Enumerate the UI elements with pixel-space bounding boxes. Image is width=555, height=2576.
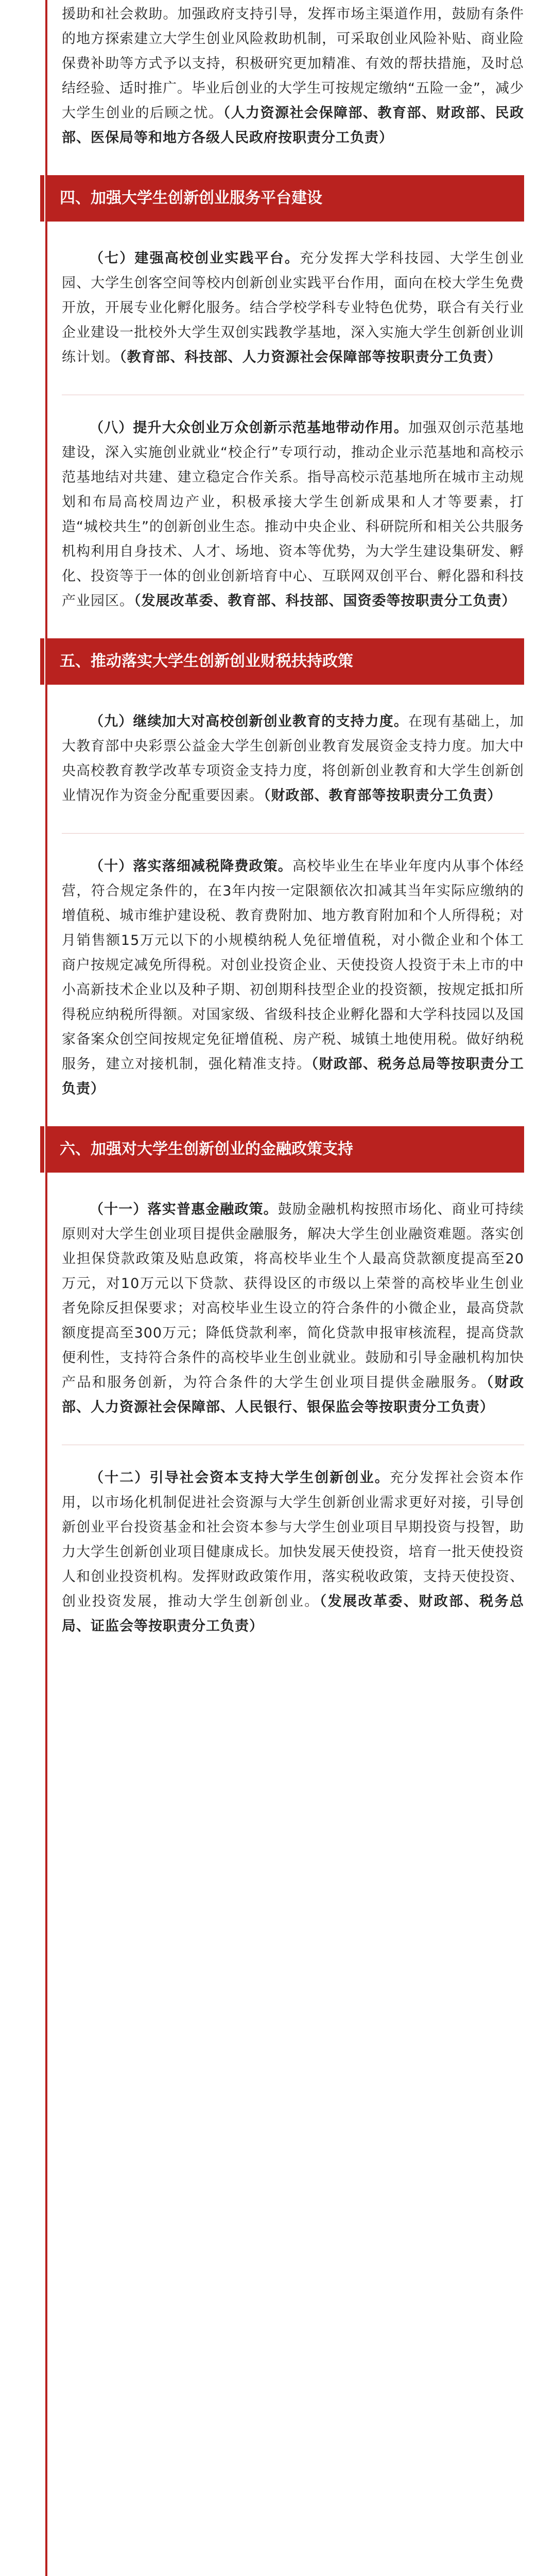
article-content bbox=[62, 0, 524, 1664]
paragraph-10-lead: （十）落实落细减税降费政策。 bbox=[90, 858, 292, 874]
paragraph-9 bbox=[62, 709, 524, 808]
intro-paragraph bbox=[62, 2, 524, 150]
paragraph-7-lead: （七）建强高校创业实践平台。 bbox=[90, 250, 300, 266]
section-heading-6: 六、加强对大学生创新创业的金融政策支持 bbox=[45, 1126, 524, 1173]
paragraph-7-dept: （教育部、科技部、人力资源社会保障部等按职责分工负责） bbox=[119, 349, 502, 365]
paragraph-10-dept: （财政部、税务总局等按职责分工负责） bbox=[62, 1056, 524, 1097]
section-heading-4: 四、加强大学生创新创业服务平台建设 bbox=[45, 175, 524, 222]
paragraph-12 bbox=[62, 1466, 524, 1639]
paragraph-11-body: 鼓励金融机构按照市场化、商业可持续原则对大学生创业项目提供金融服务，解决大学生创业融资难题。落实创业担保贷款政策及贴息政策，将高校毕业生个人最高贷款额度提高至20万元，对10万元以下贷款、获得设区的市级以上荣誉的高校毕业生创业者免除反担保要求；对高校毕业生设立的符合条件的小微企业，最高贷款额度提高至300万元；降低贷款利率，简化贷款申报审核流程，提高贷款便利性，支持符合条件的高校毕业生创业就业。鼓励和引导金融机构加快产品和服务创新，为符合条件的大学生创业项目提供金融服务。 bbox=[62, 1201, 525, 1391]
paragraph-8-body: 加强双创示范基地建设，深入实施创业就业“校企行”专项行动，推动企业示范基地和高校示范基地结对共建、建立稳定合作关系。指导高校示范基地所在城市主动规划和布局高校周边产业，积极承接大学生创新成果和人才等要素，打造“城校共生”的创新创业生态。推动中央企业、科研院所和相关公共服务机构利用自身技术、人才、场地、资本等优势，为大学生建设集研发、孵化、投资等于一体的创业创新培育中心、互联网双创平台、孵化器和科技产业园区。 bbox=[62, 420, 525, 609]
paragraph-9-body: 在现有基础上，加大教育部中央彩票公益金大学生创新创业教育发展资金支持力度。加大中央高校教育教学改革专项资金支持力度，将创新创业教育和大学生创新创业情况作为资金分配重要因素。 bbox=[62, 714, 525, 804]
paragraph-11 bbox=[62, 1197, 524, 1420]
paragraph-9-lead: （九）继续加大对高校创新创业教育的支持力度。 bbox=[90, 714, 409, 730]
paragraph-10 bbox=[62, 854, 524, 1101]
paragraph-7 bbox=[62, 246, 524, 370]
intro-text: 援助和社会救助。加强政府支持引导，发挥市场主渠道作用，鼓励有条件的地方探索建立大学生创业风险救助机制，可采取创业风险补贴、商业险保费补助等方式予以支持，积极研究更加精准、有效的帮扶措施，及时总结经验、适时推广。毕业后创业的大学生可按规定缴纳“五险一金”，减少大学生创业的后顾之忧。 bbox=[62, 6, 524, 121]
section-heading-5: 五、推动落实大学生创新创业财税扶持政策 bbox=[45, 638, 524, 685]
paragraph-9-dept: （财政部、教育部等按职责分工负责） bbox=[264, 788, 502, 804]
paragraph-8-lead: （八）提升大众创业万众创新示范基地带动作用。 bbox=[90, 420, 409, 436]
left-accent-rail bbox=[45, 0, 47, 2576]
paragraph-12-dept: （发展改革委、财政部、税务总局、证监会等按职责分工负责） bbox=[62, 1594, 525, 1634]
paragraph-7-body: 充分发挥大学科技园、大学生创业园、大学生创客空间等校内创新创业实践平台作用，面向在校大学生免费开放，开展专业化孵化服务。结合学校学科专业特色优势，联合有关行业企业建设一批校外大学生双创实践教学基地，深入实施大学生创新创业训练计划。 bbox=[62, 250, 524, 365]
paragraph-12-body: 充分发挥社会资本作用，以市场化机制促进社会资源与大学生创新创业需求更好对接，引导创新创业平台投资基金和社会资本参与大学生创业项目早期投资与投智，助力大学生创新创业项目健康成长。加快发展天使投资，培育一批天使投资人和创业投资机构。发挥财政政策作用，落实税收政策，支持天使投资、创业投资发展，推动大学生创新创业。 bbox=[62, 1470, 525, 1609]
intro-dept: （人力资源社会保障部、教育部、财政部、民政部、医保局等和地方各级人民政府按职责分工负责） bbox=[62, 105, 524, 146]
divider bbox=[62, 833, 524, 834]
paragraph-8-dept: （发展改革委、教育部、科技部、国资委等按职责分工负责） bbox=[134, 593, 516, 609]
paragraph-11-dept: （财政部、人力资源社会保障部、人民银行、银保监会等按职责分工负责） bbox=[62, 1375, 525, 1415]
paragraph-10-body: 高校毕业生在毕业年度内从事个体经营，符合规定条件的，在3年内按一定限额依次扣减其当年实际应缴纳的增值税、城市维护建设税、教育费附加、地方教育附加和个人所得税；对月销售额15万元以下的小规模纳税人免征增值税，对小微企业和个体工商户按规定减免所得税。对创业投资企业、天使投资人投资于未上市的中小高新技术企业以及种子期、初创期科技型企业的投资额，按规定抵扣所得税应纳税所得额。对国家级、省级科技企业孵化器和大学科技园以及国家备案众创空间按规定免征增值税、房产税、城镇土地使用税。做好纳税服务，建立对接机制，强化精准支持。 bbox=[62, 858, 525, 1072]
paragraph-8 bbox=[62, 416, 524, 614]
paragraph-11-lead: （十一）落实普惠金融政策。 bbox=[90, 1201, 278, 1217]
paragraph-12-lead: （十二）引导社会资本支持大学生创新创业。 bbox=[90, 1470, 390, 1486]
